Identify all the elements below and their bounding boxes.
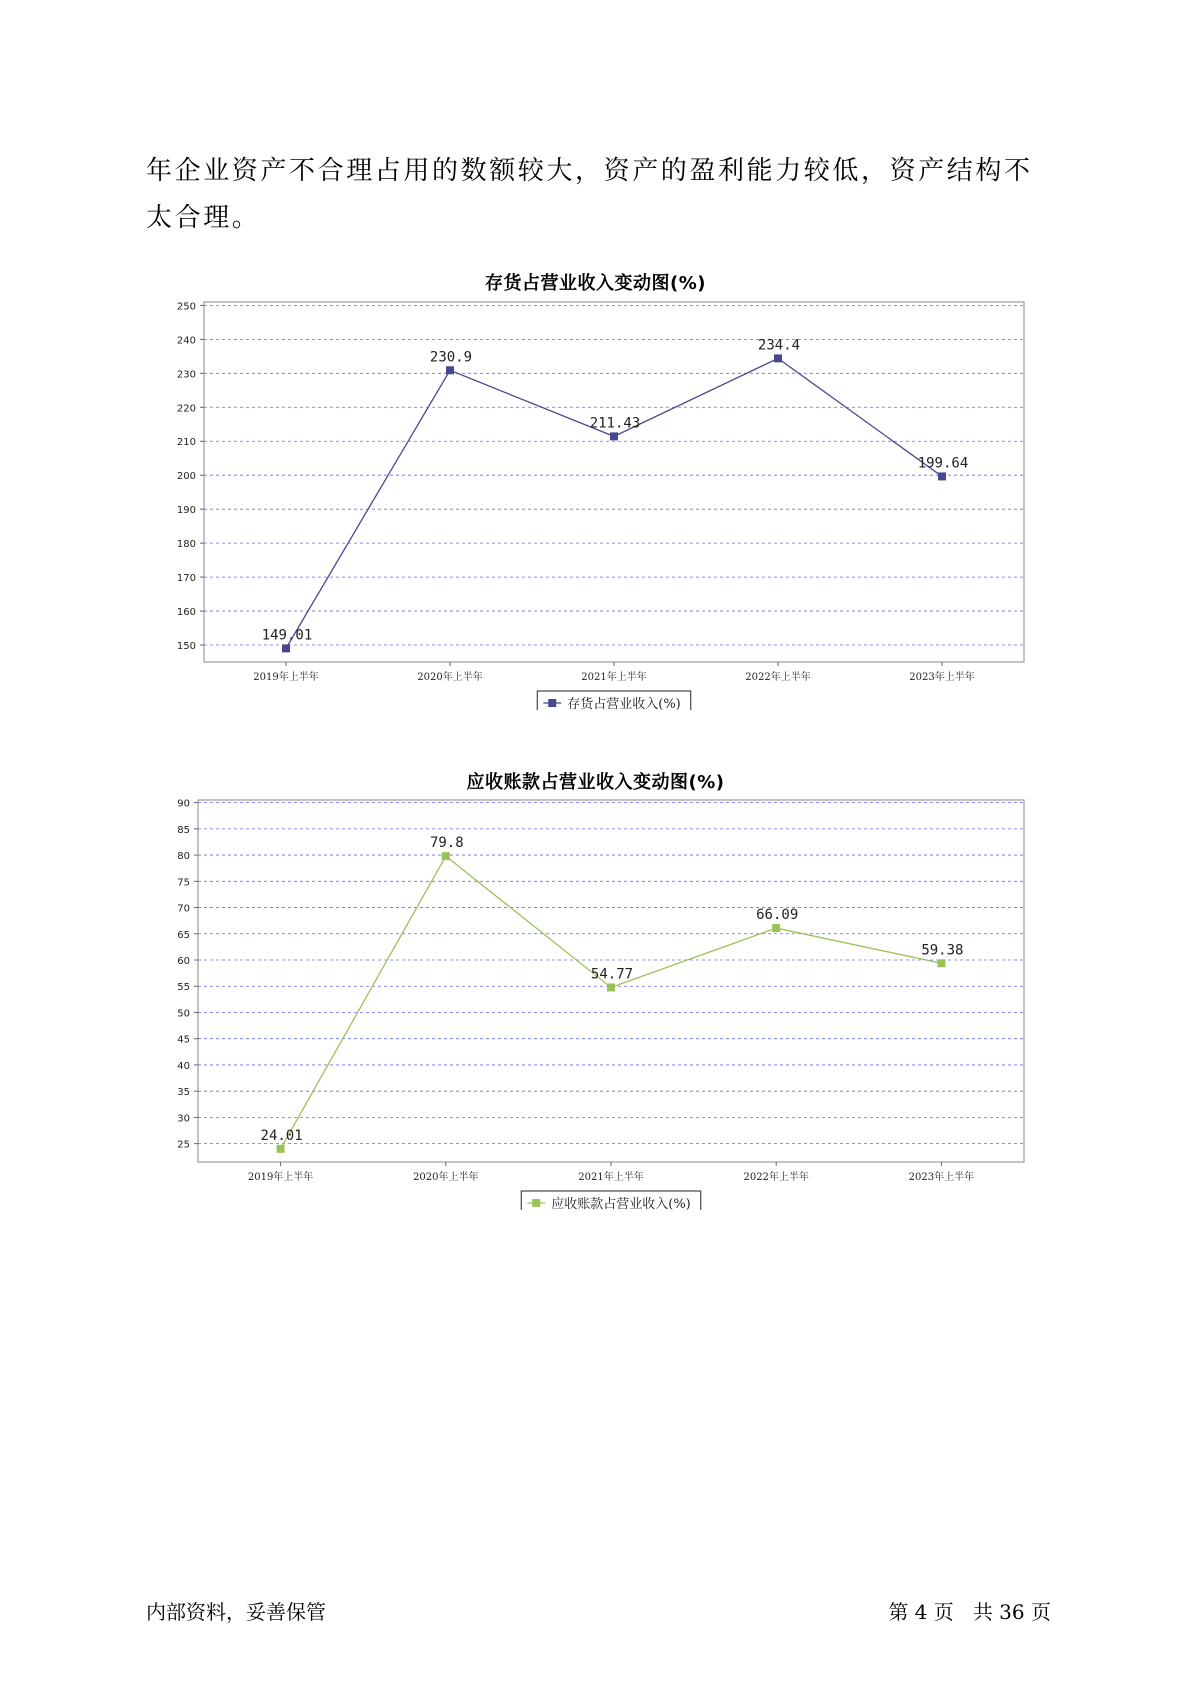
footer-page-number: 第 4 页 共 36 页 (888, 1600, 1051, 1624)
y-tick-label: 55 (177, 982, 190, 994)
data-point (442, 852, 450, 860)
data-point (607, 983, 615, 991)
legend-marker-swatch (532, 1199, 540, 1207)
legend-label: 存货占营业收入(%) (567, 697, 681, 710)
chart-2-title: 应收账款占营业收入变动图(%) (466, 772, 725, 793)
y-tick-label: 80 (177, 851, 190, 863)
y-tick-label: 170 (176, 573, 196, 585)
y-tick-label: 85 (177, 824, 190, 836)
y-tick-label: 40 (177, 1060, 190, 1072)
y-tick-label: 90 (177, 798, 190, 810)
data-label: 66.09 (756, 907, 799, 924)
legend-label: 应收账款占营业收入(%) (551, 1197, 691, 1210)
y-tick-label: 160 (176, 607, 196, 619)
x-tick-label: 2019年上半年 (247, 1172, 314, 1183)
y-tick-label: 240 (176, 335, 196, 347)
chart-1-inventory-ratio (0, 290, 1191, 710)
x-tick-label: 2023年上半年 (908, 1172, 975, 1183)
data-point (774, 354, 782, 362)
y-tick-label: 60 (177, 956, 190, 968)
data-point (446, 366, 454, 374)
data-label: 24.01 (260, 1127, 303, 1144)
y-tick-label: 230 (176, 369, 196, 381)
data-label: 199.64 (917, 455, 969, 472)
y-tick-label: 150 (176, 641, 196, 653)
data-point (277, 1145, 285, 1153)
data-label: 59.38 (921, 942, 964, 959)
x-tick-label: 2023年上半年 (909, 672, 975, 683)
y-tick-label: 25 (177, 1139, 190, 1151)
y-tick-label: 210 (176, 437, 196, 449)
data-point (772, 924, 780, 932)
plot-area (204, 302, 1024, 662)
x-tick-label: 2021年上半年 (581, 672, 647, 683)
y-tick-label: 250 (176, 301, 196, 313)
data-label: 54.77 (590, 966, 634, 983)
x-tick-label: 2021年上半年 (578, 1172, 644, 1183)
data-point (937, 959, 945, 967)
y-tick-label: 45 (177, 1034, 190, 1046)
y-tick-label: 70 (177, 903, 190, 915)
y-tick-label: 190 (176, 505, 196, 517)
body-paragraph: 年企业资产不合理占用的数额较大，资产的盈利能力较低，资产结构不太合理。 (146, 156, 1033, 233)
data-point (938, 472, 946, 480)
legend-marker-swatch (548, 699, 556, 707)
x-tick-label: 2020年上半年 (417, 672, 483, 683)
y-tick-label: 200 (176, 471, 196, 483)
data-label: 79.8 (429, 835, 464, 852)
chart-2-receivables-ratio (0, 790, 1191, 1210)
x-tick-label: 2022年上半年 (745, 672, 811, 683)
y-tick-label: 35 (177, 1087, 190, 1099)
y-tick-label: 180 (176, 539, 196, 551)
y-tick-label: 65 (177, 929, 190, 941)
y-tick-label: 220 (176, 403, 196, 415)
chart-1-title: 存货占营业收入变动图(%) (485, 273, 706, 294)
data-point (282, 644, 290, 652)
y-tick-label: 75 (177, 877, 190, 889)
data-label: 230.9 (429, 349, 473, 366)
footer-confidential-note: 内部资料，妥善保管 (146, 1600, 326, 1624)
data-label: 149.01 (261, 627, 313, 644)
y-tick-label: 30 (177, 1113, 190, 1125)
x-tick-label: 2020年上半年 (413, 1172, 479, 1183)
x-tick-label: 2019年上半年 (253, 672, 319, 683)
data-point (610, 432, 618, 440)
x-tick-label: 2022年上半年 (743, 1172, 809, 1183)
data-label: 211.43 (589, 415, 641, 432)
y-tick-label: 50 (177, 1008, 190, 1020)
data-label: 234.4 (757, 337, 801, 354)
